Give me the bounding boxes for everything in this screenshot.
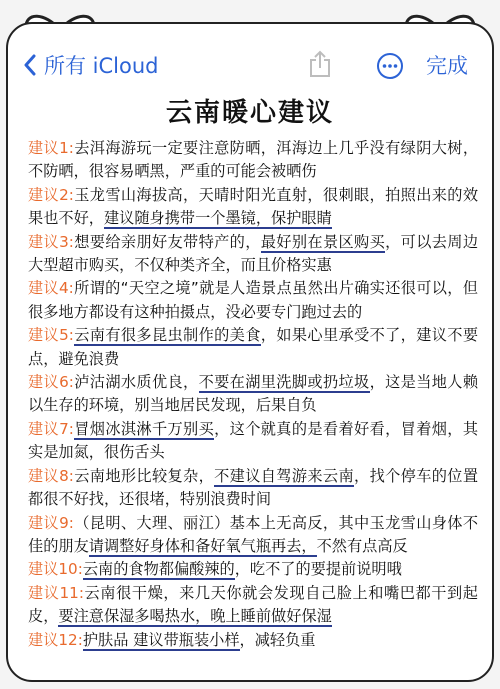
nav-bar — [8, 24, 492, 86]
tip-item — [28, 418, 478, 465]
tip-item — [28, 582, 478, 629]
chevron-left-icon — [24, 54, 36, 76]
tip-text: ，找个停车的位置都很不好找，还很堵，特别浪费时间 — [28, 466, 479, 509]
tip-highlight: 云南有很多昆虫制作的美食 — [73, 326, 261, 345]
tip-highlight: 请调整好身体和备好氧气瓶再去， — [88, 536, 317, 555]
back-button[interactable] — [24, 50, 159, 80]
tip-text: 所谓的“天空之境”就是人造景点虽然出片确实还很可以，但很多地方都设有这种拍摄点，没必要专门跑过去的 — [28, 279, 478, 321]
tip-number: 建议9: — [28, 513, 74, 532]
tips-list — [8, 129, 492, 652]
tip-item — [28, 324, 478, 371]
tip-number: 建议7: — [28, 419, 74, 438]
tip-text: 玉龙雪山海拔高，天晴时阳光直射，很刺眼，拍照出来的效果也不好， — [28, 185, 479, 228]
tip-number: 建议11: — [28, 583, 84, 602]
tip-item — [28, 184, 478, 231]
tip-number: 建议6: — [28, 373, 74, 392]
tip-number: 建议2: — [28, 185, 74, 204]
tip-text: ，可以去周边大型超市购买，不仅种类齐全，而且价格实惠 — [28, 232, 479, 275]
tip-item — [28, 137, 478, 184]
done-button[interactable]: 完成 — [426, 54, 468, 78]
tip-text: ，减轻负重 — [239, 630, 316, 649]
tip-item — [28, 465, 478, 512]
tip-text: 不然有点高反 — [316, 536, 408, 555]
tip-text: ，如果心里承受不了，建议不要点，避免浪费 — [28, 326, 479, 368]
tip-text: 想要给亲朋好友带特产的， — [73, 232, 261, 251]
tip-item — [28, 277, 478, 324]
more-icon — [376, 52, 404, 80]
tip-highlight: 不要在湖里洗脚或扔垃圾 — [198, 373, 370, 392]
tip-highlight: 最好别在景区购买 — [260, 232, 386, 251]
tip-text: 泸沽湖水质优良， — [73, 373, 199, 392]
share-button[interactable] — [308, 50, 332, 82]
tip-highlight: 冒烟冰淇淋千万别买 — [73, 419, 215, 438]
tip-number: 建议3: — [28, 232, 74, 251]
tip-number: 建议8: — [28, 466, 74, 485]
tip-item — [28, 512, 478, 559]
tip-highlight: 护肤品 建议带瓶装小样 — [82, 630, 240, 649]
tip-highlight: 云南的食物都偏酸辣的 — [82, 560, 235, 579]
tip-item — [28, 231, 478, 278]
tip-highlight: 不建议自驾游来云南 — [214, 466, 355, 485]
tip-text: 云南很干燥，来几天你就会发现自己脸上和嘴巴都干到起皮， — [28, 583, 478, 626]
tip-highlight: 要注意保湿多喝热水，晚上睡前做好保湿 — [58, 607, 332, 626]
tip-item — [28, 558, 478, 581]
tip-number: 建议10: — [28, 560, 83, 579]
note-card — [6, 22, 494, 682]
back-label: 所有 iCloud — [44, 54, 159, 78]
more-button[interactable] — [376, 52, 404, 84]
tip-text: 云南地形比较复杂， — [73, 466, 215, 485]
tip-text: ，吃不了的要提前说明哦 — [234, 560, 402, 579]
tip-item — [28, 629, 478, 652]
tip-number: 建议5: — [28, 326, 74, 345]
tip-text: 去洱海游玩一定要注意防晒，洱海边上几乎没有绿阴大树，不防晒，很容易晒黑，严重的可能会被晒伤 — [28, 139, 479, 181]
tip-number: 建议12: — [28, 630, 83, 649]
document-title: 云南暖心建议 — [165, 98, 334, 128]
tip-highlight: 建议随身携带一个墨镜，保护眼睛 — [103, 209, 332, 228]
tip-item — [28, 371, 478, 418]
tip-text: （昆明、大理、丽江）基本上无高反，其中玉龙雪山身体不佳的朋友 — [28, 513, 479, 555]
share-icon — [308, 50, 332, 78]
tip-number: 建议4: — [28, 279, 74, 298]
tip-text: ，这个就真的是看着好看，冒着烟，其实是加氮，很伤舌头 — [28, 419, 479, 462]
tip-number: 建议1: — [28, 139, 74, 157]
tip-text: ，这是当地人赖以生存的环境，别当地居民发现，后果自负 — [28, 373, 479, 415]
